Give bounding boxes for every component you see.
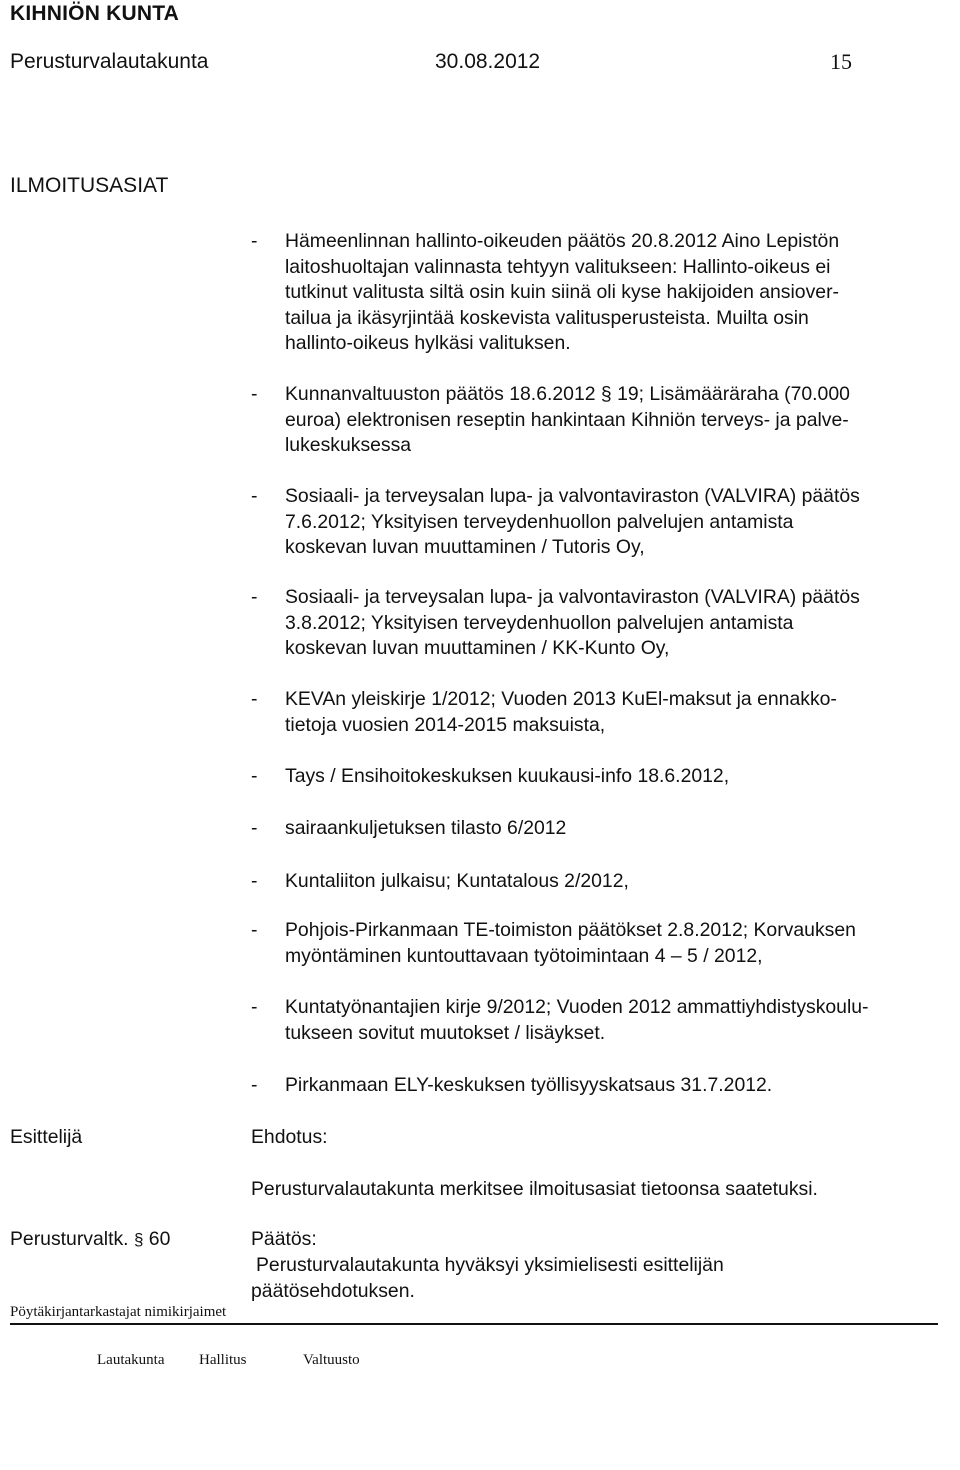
list-item (251, 687, 951, 738)
item-line: Hämeenlinnan hallinto-oikeuden päätös 20.8.2012 Aino Lepistön (285, 230, 840, 252)
section-title: ILMOITUSASIAT (10, 174, 169, 197)
list-item (251, 585, 951, 662)
decision-text-line: päätösehdotuksen. (251, 1280, 415, 1302)
list-item (251, 229, 951, 357)
item-line: KEVAn yleiskirje 1/2012; Vuoden 2013 KuEl-maksut ja ennakko- (285, 688, 837, 710)
item-line: Sosiaali- ja terveysalan lupa- ja valvontaviraston (VALVIRA) päätös (285, 485, 860, 507)
list-item (251, 918, 951, 969)
decision-body-ref: Perusturvaltk. (10, 1228, 129, 1250)
list-dash: - (251, 586, 258, 608)
item-line: laitoshuoltajan valinnasta tehtyyn valitukseen: Hallinto-oikeus ei (285, 255, 831, 278)
item-line: sairaankuljetuksen tilasto 6/2012 (285, 817, 567, 839)
item-line: Pirkanmaan ELY-keskuksen työllisyyskatsaus 31.7.2012. (285, 1074, 773, 1096)
list-dash: - (251, 383, 258, 405)
item-line: lukeskuksessa (285, 434, 412, 456)
list-dash: - (251, 870, 258, 892)
presenter-label: Esittelijä (10, 1126, 83, 1148)
proposal-text: Perusturvalautakunta merkitsee ilmoitusasiat tietoonsa saatetuksi. (251, 1178, 818, 1200)
footer-divider (10, 1323, 938, 1325)
list-dash: - (251, 817, 258, 839)
item-line: euroa) elektronisen reseptin hankintaan Kihniön terveys- ja palve- (285, 408, 849, 431)
item-line: Kuntaliiton julkaisu; Kuntatalous 2/2012, (285, 870, 629, 892)
decision-reference (10, 1228, 170, 1251)
item-line: tietoja vuosien 2014-2015 maksuista, (285, 713, 606, 736)
item-line: 7.6.2012; Yksityisen terveydenhuollon palvelujen antamista (285, 510, 794, 533)
section-sign: § (133, 1230, 144, 1249)
list-dash: - (251, 230, 258, 252)
item-line: hallinto-oikeus hylkäsi valituksen. (285, 332, 571, 354)
section-number: 60 (148, 1228, 171, 1250)
list-dash: - (251, 485, 258, 507)
item-line: tukseen sovitut muutokset / lisäykset. (285, 1021, 606, 1044)
item-line: tailua ja ikäsyrjintää koskevista valitusperusteista. Muilta osin (285, 306, 809, 329)
organization-name: KIHNIÖN KUNTA (10, 2, 180, 25)
list-item (251, 1073, 951, 1099)
decision-heading: Päätös: (251, 1228, 317, 1250)
list-dash: - (251, 996, 258, 1018)
meeting-date: 30.08.2012 (435, 50, 541, 73)
list-dash: - (251, 688, 258, 710)
footer-column-council: Valtuusto (303, 1352, 360, 1368)
item-line: 3.8.2012; Yksityisen terveydenhuollon palvelujen antamista (285, 611, 794, 634)
item-line: Sosiaali- ja terveysalan lupa- ja valvontaviraston (VALVIRA) päätös (285, 586, 860, 608)
list-item (251, 764, 951, 790)
list-item (251, 816, 951, 842)
list-item (251, 382, 951, 459)
list-item (251, 869, 951, 895)
list-dash: - (251, 1074, 258, 1096)
item-line: myöntäminen kuntouttavaan työtoimintaan 4 – 5 / 2012, (285, 944, 763, 967)
item-line: Kuntatyönantajien kirje 9/2012; Vuoden 2012 ammattiyhdistyskoulu- (285, 996, 869, 1018)
decision-text-line: Perusturvalautakunta hyväksyi yksimielisesti esittelijän (256, 1254, 724, 1276)
item-line: koskevan luvan muuttaminen / Tutoris Oy, (285, 536, 645, 558)
footer-column-board: Hallitus (199, 1352, 247, 1368)
list-item (251, 484, 951, 561)
proposal-heading: Ehdotus: (251, 1126, 328, 1148)
item-line: koskevan luvan muuttaminen / KK-Kunto Oy, (285, 637, 670, 659)
list-item (251, 995, 951, 1046)
list-dash: - (251, 919, 258, 941)
list-dash: - (251, 765, 258, 787)
signatures-label: Pöytäkirjantarkastajat nimikirjaimet (10, 1304, 227, 1320)
footer-column-committee: Lautakunta (97, 1352, 165, 1368)
item-line: Kunnanvaltuuston päätös 18.6.2012 § 19; Lisämääräraha (70.000 (285, 383, 850, 405)
item-line: Tays / Ensihoitokeskuksen kuukausi-info 18.6.2012, (285, 765, 730, 787)
committee-name: Perusturvalautakunta (10, 50, 209, 73)
page-number: 15 (830, 49, 852, 74)
item-line: Pohjois-Pirkanmaan TE-toimiston päätökset 2.8.2012; Korvauksen (285, 919, 856, 941)
item-line: tutkinut valitusta siltä osin kuin siinä oli kyse hakijoiden ansiover- (285, 281, 839, 303)
